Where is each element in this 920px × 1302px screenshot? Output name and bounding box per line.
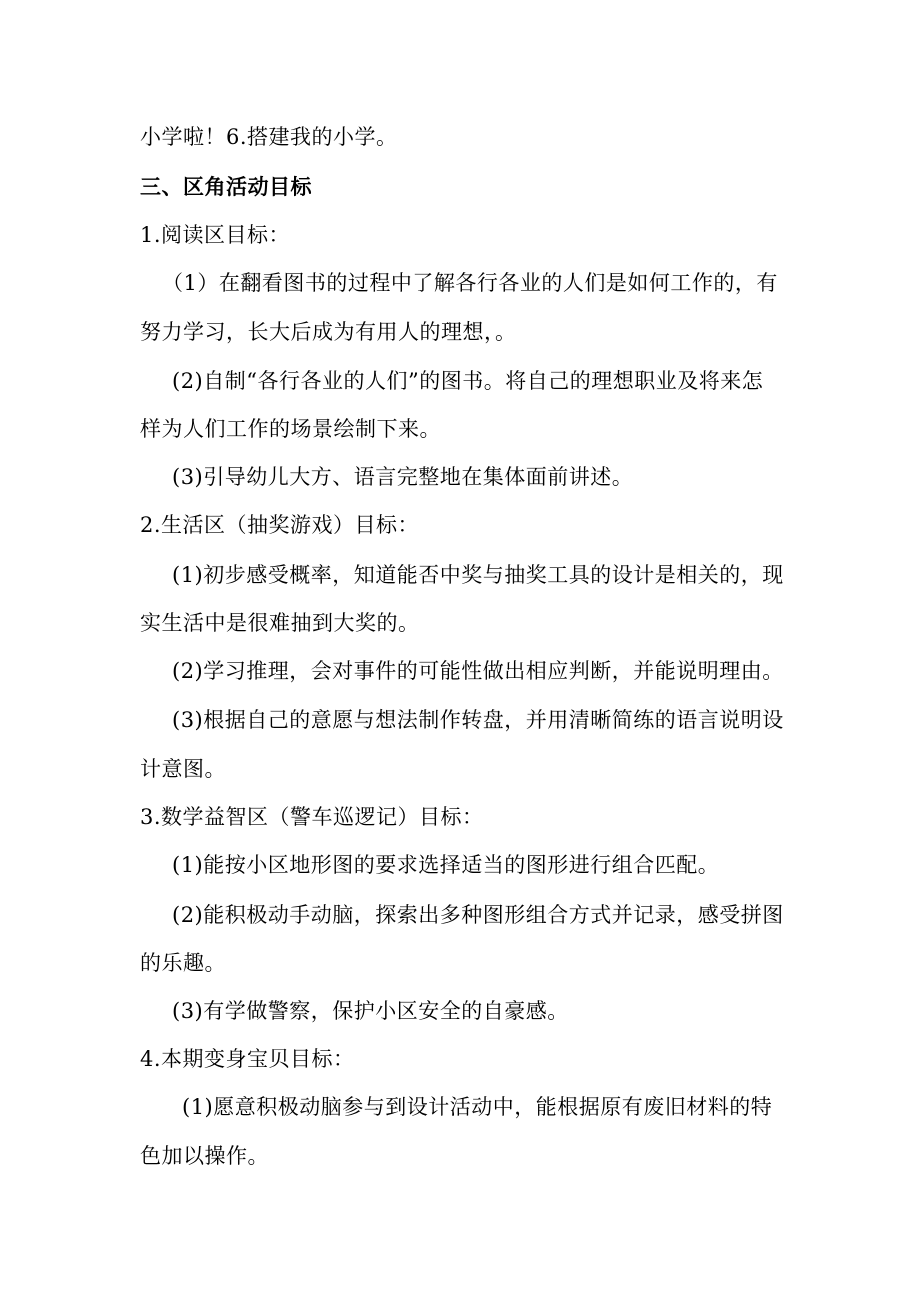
section-heading: 三、区角活动目标 (140, 174, 312, 199)
subsection-heading-transform-area: 4.本期变身宝贝目标： (140, 1047, 355, 1071)
subsection-heading-life-area: 2.生活区（抽奖游戏）目标： (140, 513, 420, 537)
paragraph-line: (2)自制“各行各业的人们”的图书。将自己的理想职业及将来怎 (172, 369, 764, 393)
paragraph-line: (3)有学做警察，保护小区安全的自豪感。 (172, 999, 569, 1023)
paragraph-line: 样为人们工作的场景绘制下来。 (140, 417, 441, 441)
paragraph-line: (2)能积极动手动脑，探索出多种图形组合方式并记录，感受拼图 (172, 903, 784, 927)
paragraph-line: 实生活中是很难抽到大奖的。 (140, 611, 420, 635)
paragraph-line: 努力学习，长大后成为有用人的理想，。 (140, 320, 517, 344)
subsection-heading-reading-area: 1.阅读区目标： (140, 223, 291, 247)
paragraph-line: (3)根据自己的意愿与想法制作转盘，并用清晰简练的语言说明设 (172, 708, 784, 732)
paragraph-line: （1）在翻看图书的过程中了解各行各业的人们是如何工作的，有 (162, 271, 778, 295)
paragraph-line: (1)初步感受概率，知道能否中奖与抽奖工具的设计是相关的，现 (172, 563, 784, 587)
paragraph-line: (3)引导幼儿大方、语言完整地在集体面前讲述。 (172, 465, 634, 489)
paragraph-line: 色加以操作。 (140, 1144, 269, 1168)
paragraph-line: 小学啦！6.搭建我的小学。 (140, 125, 398, 149)
paragraph-line: (1)愿意积极动脑参与到设计活动中，能根据原有废旧材料的特 (182, 1095, 773, 1119)
subsection-heading-math-area: 3.数学益智区（警车巡逻记）目标： (140, 805, 484, 829)
paragraph-line: (2)学习推理，会对事件的可能性做出相应判断，并能说明理由。 (172, 659, 784, 683)
paragraph-line: 计意图。 (140, 757, 226, 781)
paragraph-line: (1)能按小区地形图的要求选择适当的图形进行组合匹配。 (172, 853, 720, 877)
paragraph-line: 的乐趣。 (140, 951, 226, 975)
